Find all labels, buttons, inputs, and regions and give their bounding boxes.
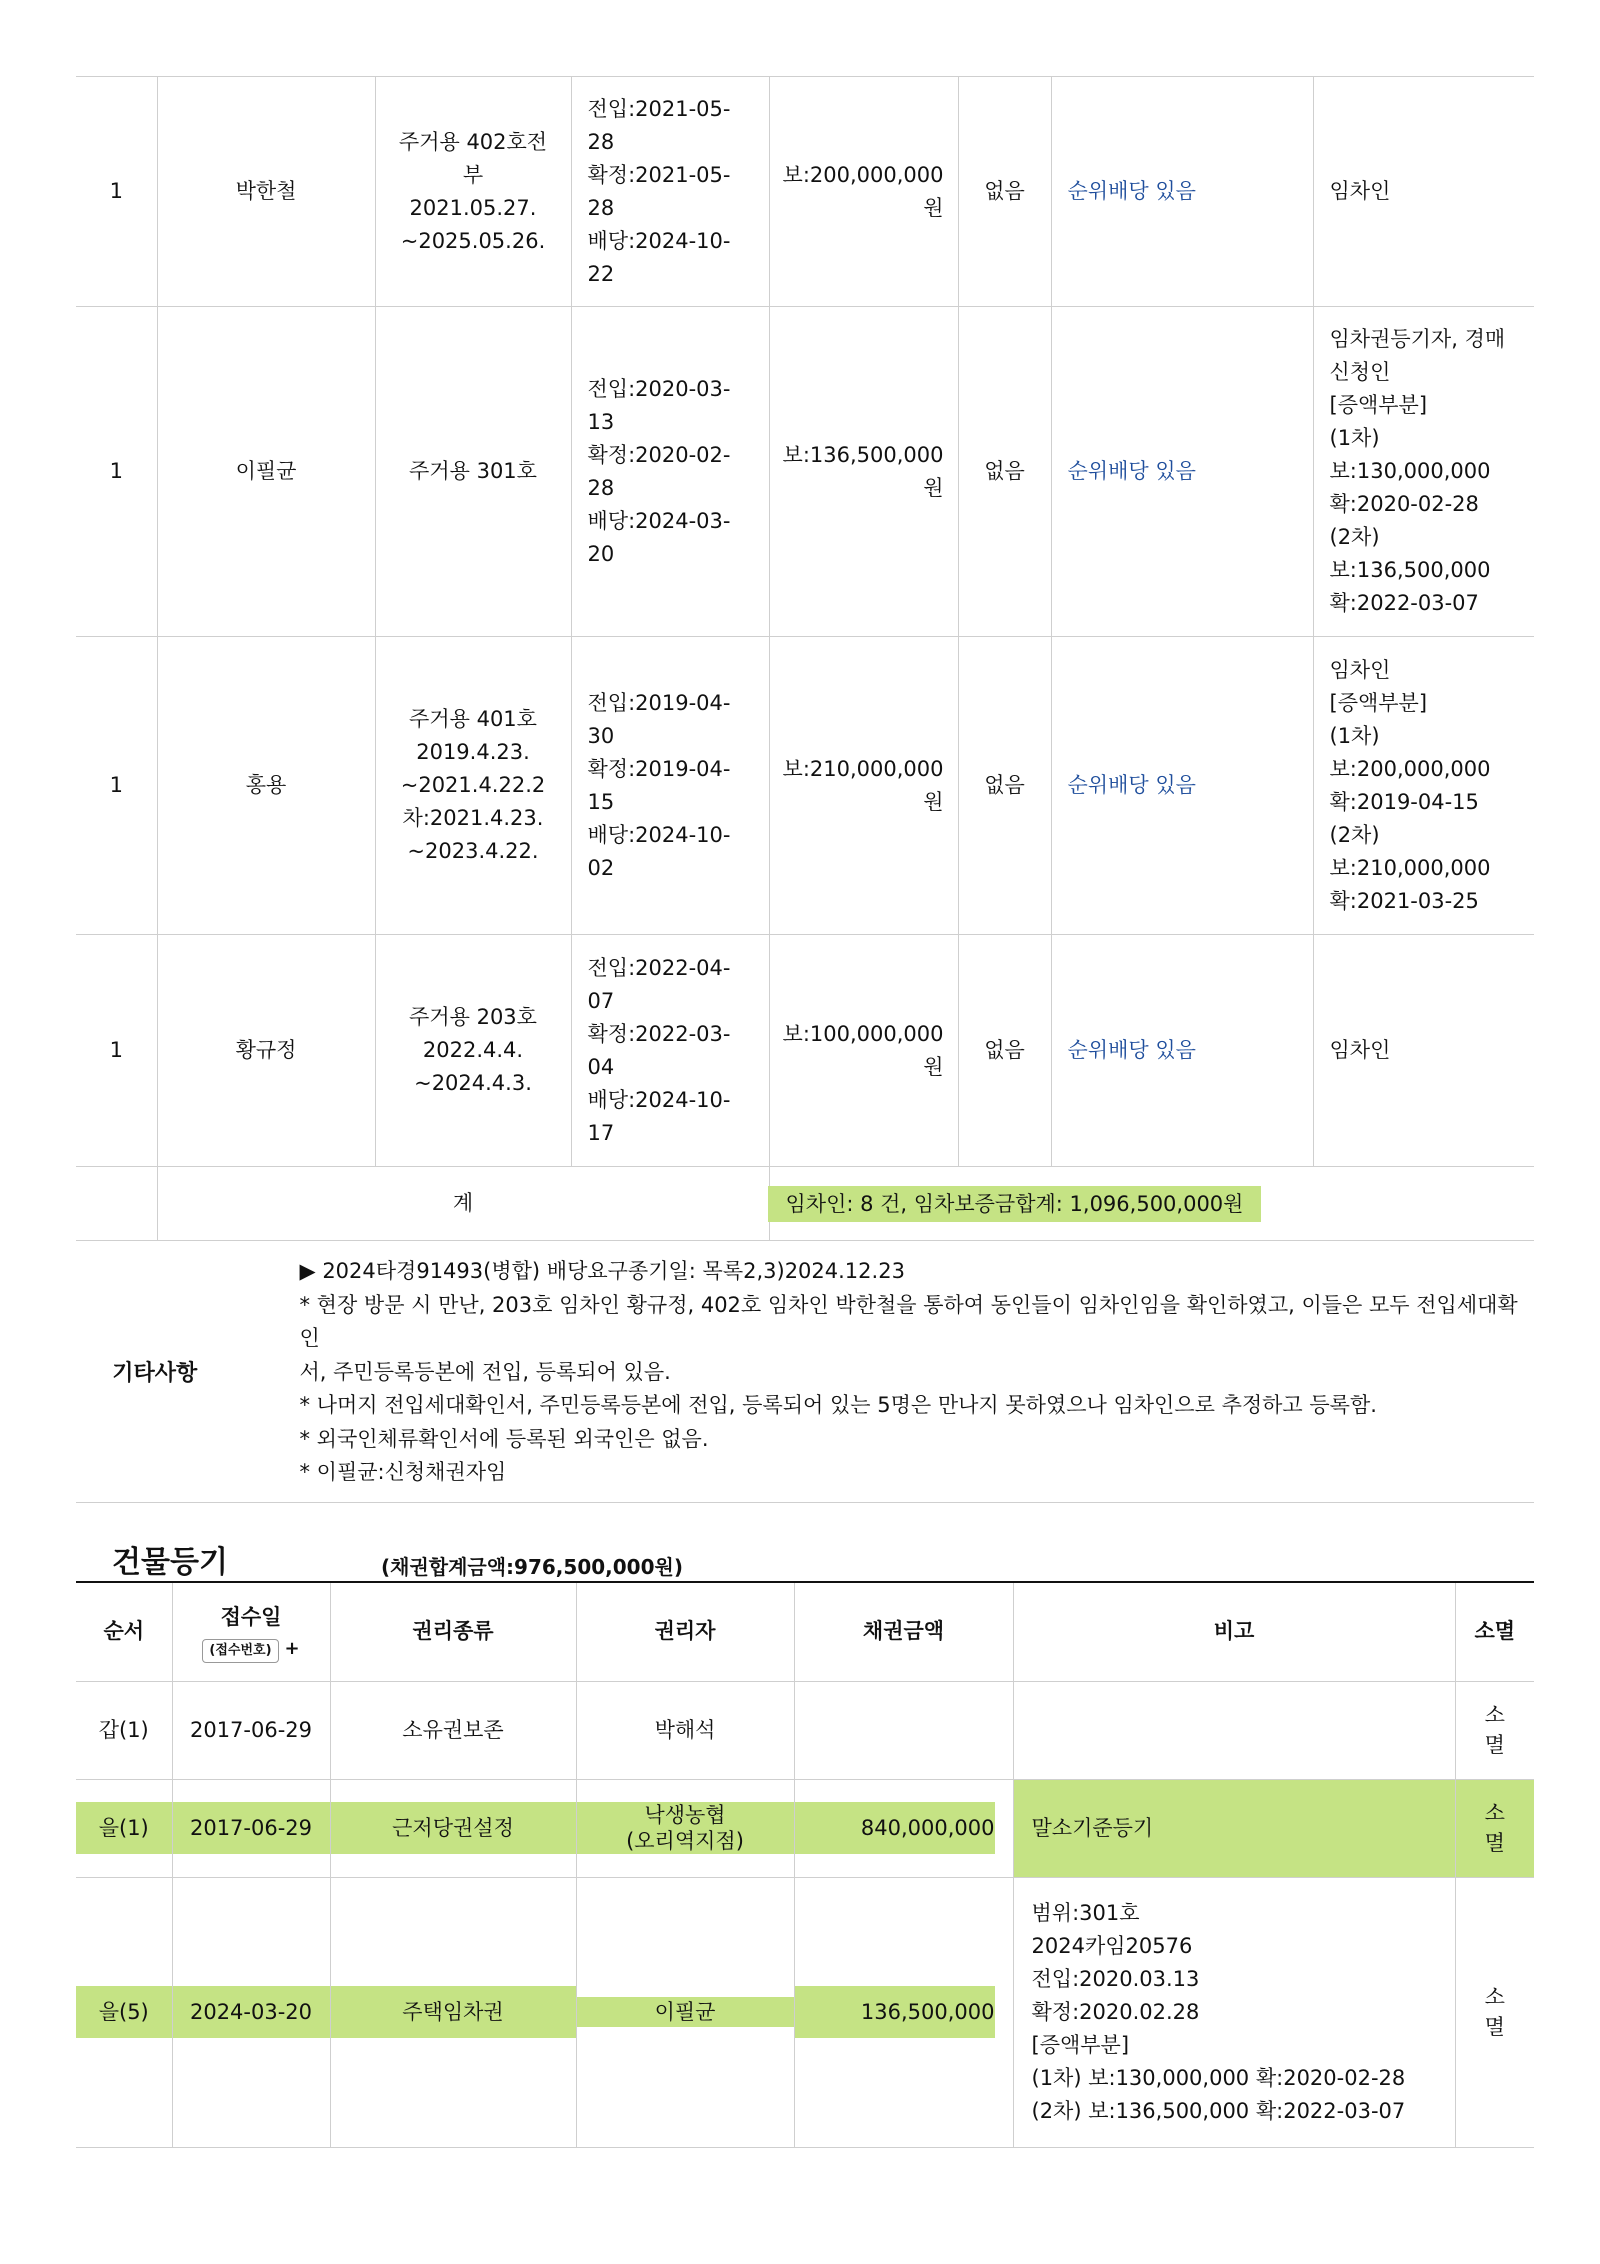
registry-amount bbox=[794, 1877, 1013, 2147]
tenant-date-line: 확정:2021-05- bbox=[587, 162, 731, 187]
registry-cancel-text bbox=[1456, 1798, 1535, 1858]
total-spacer bbox=[76, 1167, 157, 1241]
tenant-distribution-link[interactable]: 순위배당 있음 bbox=[1051, 637, 1313, 935]
tenant-date-line: 확정:2022-03- bbox=[587, 1021, 731, 1046]
col-date bbox=[172, 1583, 330, 1682]
registry-cancel bbox=[1455, 1779, 1534, 1877]
registry-memo-line: [증액부분] bbox=[1031, 2032, 1130, 2057]
registry-memo-line: (1차) 보:130,000,000 확:2020-02-28 bbox=[1031, 2065, 1406, 2090]
registry-order-text: 갑(1) bbox=[98, 1717, 149, 1742]
tenant-note-line: 확:2019-04-15 bbox=[1329, 789, 1479, 814]
tenant-rank: 1 bbox=[76, 637, 157, 935]
registry-cancel bbox=[1455, 1877, 1534, 2147]
tenant-rank: 1 bbox=[76, 307, 157, 637]
tenant-date-line: 확정:2020-02- bbox=[587, 442, 731, 467]
tenant-deposit bbox=[769, 935, 958, 1167]
tenant-note bbox=[1313, 935, 1534, 1167]
receipt-number-button[interactable]: (접수번호) bbox=[202, 1639, 278, 1663]
registry-type-text: 근저당권설정 bbox=[331, 1802, 576, 1854]
tenant-note bbox=[1313, 77, 1534, 307]
tenant-name: 홍용 bbox=[157, 637, 375, 935]
tenant-deposit-line: 원 bbox=[923, 195, 944, 220]
registry-cancel-line: 소 bbox=[1484, 1985, 1505, 2009]
other-notes-label: 기타사항 bbox=[112, 1360, 198, 1386]
tenant-deposit-line: 보:210,000,000 bbox=[782, 756, 944, 781]
tenant-unit-line: 주거용 301호 bbox=[409, 459, 537, 483]
tenant-date-line: 20 bbox=[587, 541, 615, 566]
tenant-note-line: (1차) bbox=[1329, 723, 1380, 748]
tenant-date-line: 배당:2024-10- bbox=[587, 228, 731, 253]
tenant-rent: 없음 bbox=[958, 77, 1051, 307]
tenant-date-line: 22 bbox=[587, 261, 615, 286]
registry-holder bbox=[576, 1877, 794, 2147]
total-row bbox=[76, 1167, 1534, 1241]
tenant-rent: 없음 bbox=[958, 637, 1051, 935]
tenant-dates bbox=[571, 307, 769, 637]
registry-holder-line: 박해석 bbox=[654, 1718, 716, 1742]
tenant-unit bbox=[375, 307, 571, 637]
tenant-note-line: (1차) bbox=[1329, 426, 1380, 450]
tenant-name: 황규정 bbox=[157, 935, 375, 1167]
tenant-note-line: 확:2020-02-28 bbox=[1329, 492, 1479, 516]
tenant-note-line: (2차) bbox=[1329, 525, 1380, 549]
tenant-note-line: 보:136,500,000 bbox=[1329, 558, 1491, 582]
tenant-distribution-link[interactable]: 순위배당 있음 bbox=[1051, 77, 1313, 307]
tenant-note-line: 보:130,000,000 bbox=[1329, 459, 1491, 483]
total-label: 계 bbox=[157, 1167, 769, 1241]
registry-amount bbox=[794, 1681, 1013, 1779]
other-notes-line: * 이필균:신청채권자임 bbox=[299, 1460, 507, 1484]
tenant-name: 박한철 bbox=[157, 77, 375, 307]
registry-amount-text: 840,000,000 bbox=[795, 1802, 995, 1854]
registry-holder bbox=[576, 1681, 794, 1779]
registry-type bbox=[330, 1779, 576, 1877]
registry-cancel-line: 소 bbox=[1484, 1703, 1505, 1727]
registry-cancel-line: 소 bbox=[1484, 1801, 1505, 1825]
tenant-deposit bbox=[769, 637, 958, 935]
tenant-date-line: 전입:2020-03- bbox=[587, 376, 731, 401]
registry-memo-line: 전입:2020.03.13 bbox=[1031, 1966, 1200, 1991]
other-notes-body bbox=[234, 1241, 1535, 1502]
registry-holder-text bbox=[577, 1997, 794, 2027]
tenant-note bbox=[1313, 307, 1534, 637]
registry-order bbox=[76, 1779, 172, 1877]
tenant-distribution-link[interactable]: 순위배당 있음 bbox=[1051, 307, 1313, 637]
tenant-unit-line: 주거용 203호 bbox=[409, 1005, 537, 1029]
registry-order-text: 을(1) bbox=[76, 1802, 172, 1854]
registry-date bbox=[172, 1681, 330, 1779]
page bbox=[76, 76, 1534, 2148]
registry-total: (채권합계금액:976,500,000원) bbox=[381, 1554, 683, 1579]
tenant-date-line: 28 bbox=[587, 129, 615, 154]
tenant-date-line: 30 bbox=[587, 723, 615, 748]
registry-date bbox=[172, 1779, 330, 1877]
col-order: 순서 bbox=[76, 1583, 172, 1682]
registry-type bbox=[330, 1681, 576, 1779]
registry-cancel-text bbox=[1456, 1982, 1535, 2042]
registry-cancel-line: 멸 bbox=[1484, 1831, 1505, 1855]
tenant-date-line: 28 bbox=[587, 475, 615, 500]
registry-row bbox=[76, 1877, 1534, 2147]
tenant-date-line: 배당:2024-10- bbox=[587, 1087, 731, 1112]
other-notes bbox=[76, 1241, 1534, 1503]
registry-memo-line: (2차) 보:136,500,000 확:2022-03-07 bbox=[1031, 2098, 1406, 2123]
tenant-unit-line: 차:2021.4.23. bbox=[402, 806, 544, 830]
registry-memo-line: 2024카임20576 bbox=[1031, 1933, 1193, 1958]
tenant-deposit-line: 보:136,500,000 bbox=[782, 442, 944, 467]
registry-header bbox=[76, 1537, 1534, 1583]
tenant-date-line: 17 bbox=[587, 1120, 615, 1145]
registry-holder-line: 낙생농협 bbox=[644, 1803, 726, 1827]
registry-holder-text bbox=[577, 1802, 794, 1854]
registry-title: 건물등기 bbox=[112, 1544, 228, 1580]
tenant-deposit-line: 원 bbox=[923, 789, 944, 814]
tenant-note-line: 확:2021-03-25 bbox=[1329, 888, 1479, 913]
registry-memo bbox=[1013, 1681, 1455, 1779]
col-cancel: 소멸 bbox=[1455, 1583, 1534, 1682]
tenant-note-line: 임차인 bbox=[1329, 179, 1391, 203]
registry-cancel bbox=[1455, 1681, 1534, 1779]
tenant-date-line: 02 bbox=[587, 855, 615, 880]
tenant-date-line: 배당:2024-03- bbox=[587, 508, 731, 533]
col-memo: 비고 bbox=[1013, 1583, 1455, 1682]
tenant-table bbox=[76, 76, 1534, 1241]
tenant-note-line: [증액부분] bbox=[1329, 690, 1428, 715]
tenant-note-line: 보:210,000,000 bbox=[1329, 855, 1491, 880]
registry-memo-line: 확정:2020.02.28 bbox=[1031, 1999, 1200, 2024]
tenant-note-line: 임차인 bbox=[1329, 657, 1391, 682]
tenant-deposit-line: 원 bbox=[923, 1054, 944, 1079]
tenant-unit-line: 주거용 401호 bbox=[409, 707, 537, 731]
tenant-deposit-line: 보:200,000,000 bbox=[782, 162, 944, 187]
tenant-date-line: 28 bbox=[587, 195, 615, 220]
tenant-note bbox=[1313, 637, 1534, 935]
registry-order bbox=[76, 1681, 172, 1779]
tenant-unit-line: 주거용 402호전 bbox=[398, 129, 548, 154]
tenant-distribution-link[interactable]: 순위배당 있음 bbox=[1051, 935, 1313, 1167]
col-date-label: 접수일 bbox=[220, 1604, 282, 1629]
registry-type-text: 주택임차권 bbox=[331, 1986, 576, 2038]
tenant-rank: 1 bbox=[76, 935, 157, 1167]
registry-holder-text bbox=[577, 1715, 794, 1745]
tenant-dates bbox=[571, 935, 769, 1167]
registry-type-text: 소유권보존 bbox=[402, 1717, 504, 1742]
tenant-date-line: 확정:2019-04- bbox=[587, 756, 731, 781]
tenant-note-line: 임차권등기자, 경매 bbox=[1329, 327, 1506, 351]
registry-memo bbox=[1013, 1877, 1455, 2147]
tenant-unit-line: ~2023.4.22. bbox=[407, 839, 539, 863]
registry-memo-line: 말소기준등기 bbox=[1031, 1815, 1154, 1840]
tenant-unit bbox=[375, 637, 571, 935]
tenant-row bbox=[76, 77, 1534, 307]
tenant-dates bbox=[571, 637, 769, 935]
tenant-unit-line: ~2021.4.22.2 bbox=[400, 773, 546, 797]
tenant-row bbox=[76, 935, 1534, 1167]
other-notes-line: * 외국인체류확인서에 등록된 외국인은 없음. bbox=[299, 1426, 709, 1451]
tenant-deposit-line: 원 bbox=[923, 475, 944, 500]
registry-type bbox=[330, 1877, 576, 2147]
tenant-date-line: 04 bbox=[587, 1054, 615, 1079]
registry-cancel-line: 멸 bbox=[1484, 1733, 1505, 1757]
tenant-note-line: [증액부분] bbox=[1329, 393, 1428, 417]
tenant-date-line: 13 bbox=[587, 409, 615, 434]
registry-amount bbox=[794, 1779, 1013, 1877]
tenant-unit-line: 2021.05.27. bbox=[409, 195, 537, 220]
tenant-row bbox=[76, 637, 1534, 935]
registry-order-text: 을(5) bbox=[76, 1986, 172, 2038]
tenant-note-line: 신청인 bbox=[1329, 360, 1391, 384]
tenant-note-line: (2차) bbox=[1329, 822, 1380, 847]
tenant-row bbox=[76, 307, 1534, 637]
tenant-unit-line: 2019.4.23. bbox=[416, 740, 530, 764]
col-type: 권리종류 bbox=[330, 1583, 576, 1682]
tenant-note-line: 보:200,000,000 bbox=[1329, 756, 1491, 781]
registry-holder-line: 이필균 bbox=[654, 2000, 716, 2024]
total-summary: 임차인: 8 건, 임차보증금합계: 1,096,500,000원 bbox=[768, 1186, 1262, 1222]
tenant-name: 이필균 bbox=[157, 307, 375, 637]
expand-plus-icon[interactable]: + bbox=[284, 1637, 300, 1659]
other-notes-line: * 현장 방문 시 만난, 203호 임차인 황규정, 402호 임차인 박한철을 통하여 동인들이 임차인임을 확인하였고, 이들은 모두 전입세대확인 bbox=[299, 1292, 1518, 1350]
tenant-date-line: 07 bbox=[587, 988, 615, 1013]
registry-holder bbox=[576, 1779, 794, 1877]
tenant-dates bbox=[571, 77, 769, 307]
tenant-rank: 1 bbox=[76, 77, 157, 307]
tenant-unit-line: 부 bbox=[462, 162, 484, 187]
tenant-date-line: 전입:2021-05- bbox=[587, 96, 731, 121]
registry-date-text: 2017-06-29 bbox=[173, 1802, 330, 1854]
registry-amount-text: 136,500,000 bbox=[795, 1986, 995, 2038]
tenant-date-line: 15 bbox=[587, 789, 615, 814]
registry-date bbox=[172, 1877, 330, 2147]
tenant-unit-line: 2022.4.4. bbox=[422, 1038, 524, 1062]
registry-row bbox=[76, 1681, 1534, 1779]
tenant-deposit-line: 보:100,000,000 bbox=[782, 1021, 944, 1046]
registry-cancel-line: 멸 bbox=[1484, 2015, 1505, 2039]
tenant-unit bbox=[375, 77, 571, 307]
tenant-rent: 없음 bbox=[958, 935, 1051, 1167]
tenant-note-line: 확:2022-03-07 bbox=[1329, 591, 1479, 615]
other-notes-line: ▶ 2024타경91493(병합) 배당요구종기일: 목록2,3)2024.12.23 bbox=[299, 1259, 905, 1283]
tenant-date-line: 전입:2019-04- bbox=[587, 690, 731, 715]
tenant-date-line: 전입:2022-04- bbox=[587, 955, 731, 980]
registry-cancel-text bbox=[1456, 1700, 1535, 1760]
tenant-rent: 없음 bbox=[958, 307, 1051, 637]
tenant-deposit bbox=[769, 77, 958, 307]
registry-row bbox=[76, 1779, 1534, 1877]
total-summary-cell bbox=[769, 1167, 1534, 1241]
registry-memo bbox=[1013, 1779, 1455, 1877]
other-notes-line: 서, 주민등록등본에 전입, 등록되어 있음. bbox=[299, 1359, 671, 1384]
tenant-note-line: 임차인 bbox=[1329, 1038, 1391, 1062]
registry-memo-line: 범위:301호 bbox=[1031, 1900, 1140, 1925]
registry-table bbox=[76, 1583, 1534, 2148]
tenant-unit bbox=[375, 935, 571, 1167]
registry-holder-line: (오리역지점) bbox=[626, 1829, 744, 1853]
tenant-deposit bbox=[769, 307, 958, 637]
registry-date-text: 2024-03-20 bbox=[173, 1986, 330, 2038]
tenant-unit-line: ~2025.05.26. bbox=[400, 228, 546, 253]
col-holder: 권리자 bbox=[576, 1583, 794, 1682]
other-notes-line: * 나머지 전입세대확인서, 주민등록등본에 전입, 등록되어 있는 5명은 만나지 못하였으나 임차인으로 추정하고 등록함. bbox=[299, 1393, 1377, 1417]
registry-date-text: 2017-06-29 bbox=[189, 1717, 313, 1742]
registry-header-row bbox=[76, 1583, 1534, 1682]
tenant-date-line: 배당:2024-10- bbox=[587, 822, 731, 847]
tenant-unit-line: ~2024.4.3. bbox=[414, 1071, 532, 1095]
registry-order bbox=[76, 1877, 172, 2147]
col-amount: 채권금액 bbox=[794, 1583, 1013, 1682]
